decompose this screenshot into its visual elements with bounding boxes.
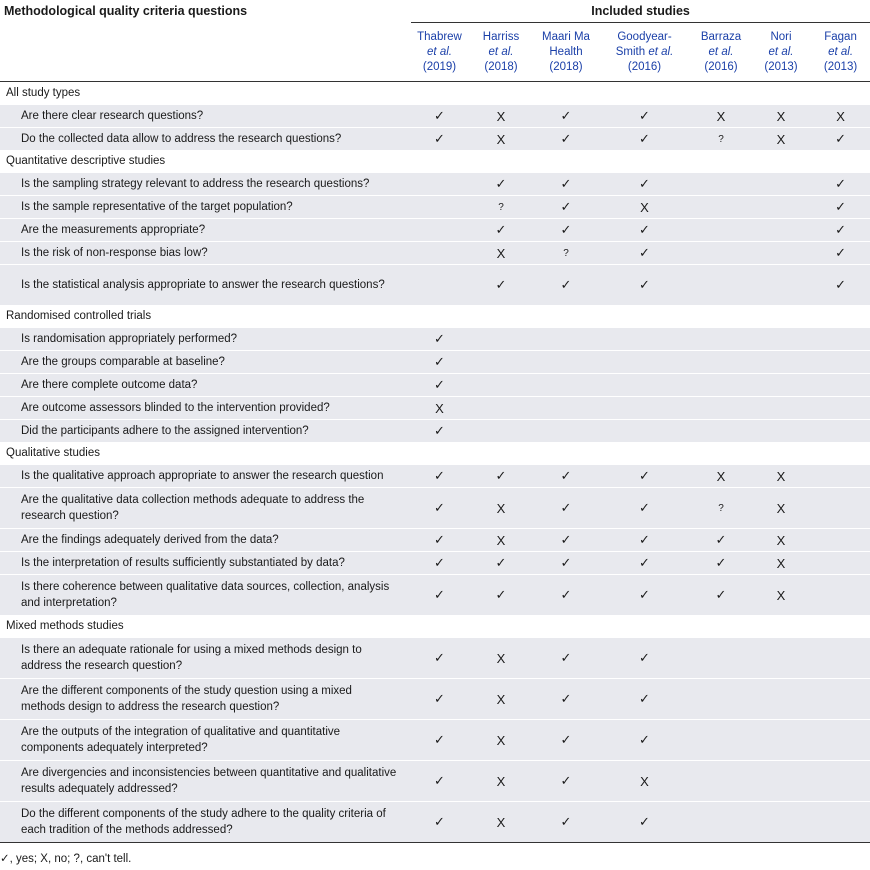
rating-cell	[598, 328, 691, 351]
rating-cell	[534, 420, 598, 443]
rating-cell: ✓	[468, 265, 534, 306]
rating-cell: ✓	[411, 802, 468, 843]
rating-cell	[691, 638, 751, 679]
rating-cell: ✓	[534, 802, 598, 843]
rating-cell	[468, 374, 534, 397]
rating-cell	[811, 488, 870, 529]
rating-cell	[751, 173, 811, 196]
rating-cell: ✓	[691, 575, 751, 616]
table-row	[0, 720, 870, 761]
rating-cell	[751, 761, 811, 802]
rating-cell	[691, 196, 751, 219]
section-header-row	[0, 305, 870, 328]
rating-cell: ✓	[411, 679, 468, 720]
included-studies-header: Included studies	[411, 0, 870, 23]
criteria-question: Are the measurements appropriate?	[0, 219, 411, 242]
rating-cell: ✓	[534, 105, 598, 128]
rating-cell	[691, 351, 751, 374]
table-row	[0, 105, 870, 128]
rating-cell: ✓	[534, 529, 598, 552]
rating-cell	[751, 720, 811, 761]
rating-cell	[468, 420, 534, 443]
rating-cell: ✓	[534, 552, 598, 575]
rating-cell: ✓	[468, 575, 534, 616]
rating-cell: ✓	[598, 465, 691, 488]
rating-cell: ✓	[811, 196, 870, 219]
rating-cell	[811, 529, 870, 552]
table-row	[0, 529, 870, 552]
rating-cell: ✓	[534, 761, 598, 802]
table-row	[0, 552, 870, 575]
rating-cell: ✓	[468, 219, 534, 242]
rating-cell: ✓	[411, 128, 468, 151]
rating-cell	[691, 679, 751, 720]
rating-cell	[811, 397, 870, 420]
table-row	[0, 219, 870, 242]
rating-cell: X	[598, 761, 691, 802]
rating-cell: ✓	[411, 761, 468, 802]
rating-cell	[598, 374, 691, 397]
criteria-question: Is the sample representative of the target population?	[0, 196, 411, 219]
rating-cell: ✓	[598, 552, 691, 575]
rating-cell	[751, 679, 811, 720]
rating-cell: X	[468, 105, 534, 128]
rating-cell	[691, 397, 751, 420]
section-header-row	[0, 615, 870, 638]
rating-cell	[751, 397, 811, 420]
study-header: Thabrew et al. (2019)	[417, 30, 462, 73]
rating-cell: ✓	[811, 242, 870, 265]
rating-cell: ✓	[411, 105, 468, 128]
rating-cell: ✓	[598, 488, 691, 529]
rating-cell: X	[468, 720, 534, 761]
rating-cell	[691, 374, 751, 397]
rating-cell	[691, 802, 751, 843]
rating-cell	[468, 351, 534, 374]
rating-cell: X	[468, 529, 534, 552]
rating-cell: ✓	[691, 552, 751, 575]
rating-cell: ✓	[468, 465, 534, 488]
rating-cell	[751, 802, 811, 843]
rating-cell	[811, 465, 870, 488]
rating-cell	[811, 328, 870, 351]
section-header-row	[0, 82, 870, 105]
rating-cell: ✓	[534, 196, 598, 219]
criteria-question: Did the participants adhere to the assigned intervention?	[0, 420, 411, 443]
table-row	[0, 575, 870, 616]
rating-cell	[534, 397, 598, 420]
criteria-question: Do the collected data allow to address the research questions?	[0, 128, 411, 151]
rating-cell: ✓	[534, 265, 598, 306]
section-header-row	[0, 150, 870, 173]
criteria-question: Are the findings adequately derived from the data?	[0, 529, 411, 552]
section-title: Quantitative descriptive studies	[6, 155, 166, 167]
rating-cell: ✓	[534, 128, 598, 151]
rating-cell: ✓	[411, 552, 468, 575]
rating-cell	[411, 196, 468, 219]
criteria-question: Is the risk of non-response bias low?	[0, 242, 411, 265]
study-header: Fagan et al. (2013)	[823, 30, 858, 73]
rating-cell: ✓	[811, 128, 870, 151]
criteria-question: Are the groups comparable at baseline?	[0, 351, 411, 374]
rating-cell: ✓	[534, 488, 598, 529]
criteria-question: Is randomisation appropriately performed?	[0, 328, 411, 351]
rating-cell	[811, 761, 870, 802]
rating-cell	[751, 351, 811, 374]
rating-cell: X	[811, 105, 870, 128]
rating-cell: X	[691, 465, 751, 488]
criteria-question: Is the qualitative approach appropriate to answer the research question	[0, 465, 411, 488]
rating-cell: ?	[691, 128, 751, 151]
table-row	[0, 761, 870, 802]
rating-cell	[751, 420, 811, 443]
criteria-header: Methodological quality criteria questions	[4, 4, 248, 19]
table-row	[0, 128, 870, 151]
rating-cell: ✓	[811, 265, 870, 306]
rating-cell: ✓	[598, 173, 691, 196]
criteria-question: Is the statistical analysis appropriate to answer the research questions?	[0, 265, 411, 306]
rating-cell: ✓	[598, 219, 691, 242]
rating-cell: ✓	[468, 173, 534, 196]
rating-cell	[691, 720, 751, 761]
rating-cell: X	[751, 128, 811, 151]
rating-cell: ✓	[598, 265, 691, 306]
rating-cell: ✓	[534, 465, 598, 488]
rating-cell: X	[468, 242, 534, 265]
rating-cell: X	[598, 196, 691, 219]
table-row	[0, 397, 870, 420]
criteria-question: Is there coherence between qualitative data sources, collection, analysis and interpretation?	[0, 575, 411, 616]
rating-cell: X	[468, 638, 534, 679]
table-row	[0, 420, 870, 443]
rating-cell: X	[751, 105, 811, 128]
rating-cell: ✓	[598, 105, 691, 128]
rating-cell: ✓	[534, 679, 598, 720]
rating-cell	[751, 328, 811, 351]
rating-cell: X	[468, 679, 534, 720]
criteria-question: Are the different components of the study question using a mixed methods design to address the research question?	[0, 679, 411, 720]
rating-cell: ✓	[411, 351, 468, 374]
rating-cell: ✓	[411, 638, 468, 679]
study-header: Harriss et al. (2018)	[482, 30, 520, 73]
study-header: Nori et al. (2013)	[764, 30, 798, 73]
rating-cell	[691, 242, 751, 265]
rating-cell	[691, 219, 751, 242]
rating-cell: X	[468, 128, 534, 151]
section-title: Qualitative studies	[6, 447, 100, 459]
criteria-question: Is the interpretation of results sufficiently substantiated by data?	[0, 552, 411, 575]
rating-cell: X	[411, 397, 468, 420]
rating-cell: ✓	[534, 575, 598, 616]
rating-cell	[598, 420, 691, 443]
rating-cell	[811, 575, 870, 616]
study-header: Maari Ma Health (2018)	[542, 30, 590, 73]
rating-cell: ✓	[598, 529, 691, 552]
rating-cell	[751, 242, 811, 265]
rating-cell	[691, 265, 751, 306]
rating-cell	[468, 397, 534, 420]
rating-cell	[751, 219, 811, 242]
rating-cell	[751, 196, 811, 219]
rating-cell: ✓	[411, 374, 468, 397]
table-row	[0, 679, 870, 720]
criteria-question: Is the sampling strategy relevant to address the research questions?	[0, 173, 411, 196]
table-row	[0, 196, 870, 219]
table-row	[0, 265, 870, 306]
rating-cell: ✓	[811, 219, 870, 242]
table-row	[0, 328, 870, 351]
rating-cell	[691, 420, 751, 443]
rating-cell	[534, 374, 598, 397]
rating-cell	[811, 374, 870, 397]
rating-cell: X	[691, 105, 751, 128]
rating-cell: X	[468, 488, 534, 529]
rating-cell	[811, 802, 870, 843]
section-title: All study types	[6, 87, 81, 99]
rating-cell: ✓	[598, 679, 691, 720]
rating-cell	[811, 720, 870, 761]
rating-cell	[811, 679, 870, 720]
section-title: Mixed methods studies	[6, 620, 124, 632]
rating-cell	[811, 638, 870, 679]
criteria-question: Are outcome assessors blinded to the intervention provided?	[0, 397, 411, 420]
section-header-row	[0, 442, 870, 465]
rating-cell: ✓	[468, 552, 534, 575]
rating-cell: ✓	[411, 575, 468, 616]
rating-cell	[751, 265, 811, 306]
rating-cell: ✓	[411, 720, 468, 761]
rating-cell: ✓	[598, 638, 691, 679]
rating-cell: X	[468, 761, 534, 802]
table-body	[0, 82, 870, 843]
rating-cell: ?	[691, 488, 751, 529]
criteria-question: Are there complete outcome data?	[0, 374, 411, 397]
criteria-question: Do the different components of the study adhere to the quality criteria of each tradition of the methods addressed?	[0, 802, 411, 843]
rating-cell: ✓	[534, 638, 598, 679]
rating-cell: ?	[468, 196, 534, 219]
rating-cell: ✓	[411, 328, 468, 351]
rating-cell: ✓	[411, 465, 468, 488]
table-row	[0, 465, 870, 488]
rating-cell: ✓	[534, 720, 598, 761]
rating-cell	[811, 420, 870, 443]
table-footnote: ✓, yes; X, no; ?, can't tell.	[0, 853, 132, 865]
rating-cell: ✓	[598, 720, 691, 761]
rating-cell: X	[751, 552, 811, 575]
rating-cell	[751, 638, 811, 679]
table-row	[0, 488, 870, 529]
rating-cell	[691, 761, 751, 802]
rating-cell	[691, 173, 751, 196]
criteria-question: Are the qualitative data collection methods adequate to address the research question?	[0, 488, 411, 529]
criteria-question: Are the outputs of the integration of qualitative and quantitative components adequately interpreted?	[0, 720, 411, 761]
rating-cell: X	[751, 529, 811, 552]
rating-cell	[534, 328, 598, 351]
rating-cell	[411, 242, 468, 265]
criteria-question: Are divergencies and inconsistencies between quantitative and qualitative results adequately addressed?	[0, 761, 411, 802]
rating-cell: ✓	[598, 802, 691, 843]
rating-cell: ✓	[598, 242, 691, 265]
study-header: Barraza et al. (2016)	[700, 30, 742, 73]
rating-cell	[598, 397, 691, 420]
criteria-question: Is there an adequate rationale for using a mixed methods design to address the research question?	[0, 638, 411, 679]
rating-cell: ✓	[811, 173, 870, 196]
criteria-question: Are there clear research questions?	[0, 105, 411, 128]
rating-cell	[411, 173, 468, 196]
rating-cell: X	[751, 465, 811, 488]
table-row	[0, 242, 870, 265]
rating-cell	[411, 219, 468, 242]
rating-cell: ✓	[598, 128, 691, 151]
table-row	[0, 638, 870, 679]
rating-cell	[751, 374, 811, 397]
rating-cell: X	[468, 802, 534, 843]
table-row	[0, 173, 870, 196]
rating-cell	[411, 265, 468, 306]
section-title: Randomised controlled trials	[6, 310, 152, 322]
rating-cell: ✓	[534, 173, 598, 196]
rating-cell: X	[751, 575, 811, 616]
rating-cell: ✓	[534, 219, 598, 242]
rating-cell	[811, 351, 870, 374]
rating-cell	[598, 351, 691, 374]
rating-cell: ?	[534, 242, 598, 265]
rating-cell	[468, 328, 534, 351]
rating-cell: ✓	[411, 529, 468, 552]
rating-cell: ✓	[598, 575, 691, 616]
rating-cell: ✓	[691, 529, 751, 552]
rating-cell	[691, 328, 751, 351]
rating-cell: X	[751, 488, 811, 529]
table-row	[0, 351, 870, 374]
table-row	[0, 802, 870, 843]
rating-cell	[811, 552, 870, 575]
rating-cell: ✓	[411, 420, 468, 443]
rating-cell	[534, 351, 598, 374]
rating-cell: ✓	[411, 488, 468, 529]
table-row	[0, 374, 870, 397]
study-header: Goodyear- Smith et al. (2016)	[615, 30, 674, 73]
